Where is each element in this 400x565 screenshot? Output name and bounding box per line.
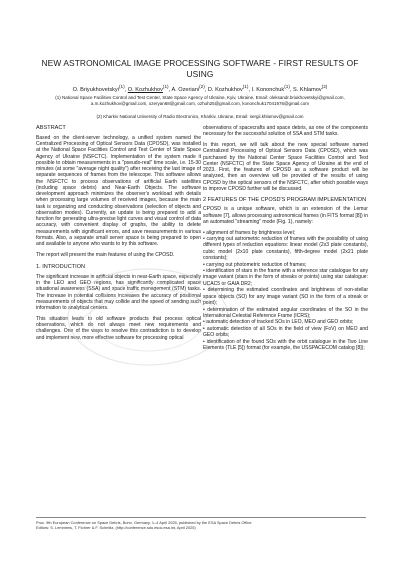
author-name-presenting: O. Kozhukhov — [127, 86, 163, 93]
author-list — [20, 83, 380, 94]
author-name: O. Briyukhovetskyi — [72, 86, 119, 93]
footer-proceedings-line: Proc. 9th European Conference on Space Debris, Bonn, Germany, 1–4 April 2025, published by the ESA Space Debris Office — [36, 520, 252, 525]
affiliation-2: (2) Kharkiv National University of Radio Electronics, Kharkiv, Ukraine, Email: sergii.khlamov@gmail.com — [96, 114, 304, 119]
right-column — [203, 125, 368, 352]
list-item: • identification of stars in the frame with a reference star catalogue for any image variant (stars in the form of streaks or points) using star catalogue: UCAC5 or GAIA DR2; — [203, 268, 368, 287]
affiliation-1: (1) National Space Facilities Control and Test Center, State Space Agency of Ukraine, Kyiv, Ukraine, Email: oleksandr.briukhovetskyi@gmail.com, a.m.kozhukhov@gmail.com, ozeryan68@gmail.com, ozhuh25@gmail.com, kononchuk17041976@gmail.com — [55, 95, 345, 106]
footer-divider — [36, 517, 366, 518]
footer-editors-line: Editors: S. Lemmens, T. Flohrer & F. Schmitz, (http://conference.sdo.esoc.esa.int, April 2025) — [36, 525, 196, 531]
abstract-paragraph: The report will present the main features of using the CPOSD. — [36, 251, 175, 258]
body-paragraph: observations of spacecrafts and space debris, as one of the components necessary for the successful solution of SSA and STM tasks. — [203, 125, 368, 138]
body-paragraph: The significant increase in artificial objects in near-Earth space, especially in the LEO and GEO regions, has significantly complicated space situational awareness (SSA) and space traffic management (STM) tasks. The increase in potential collisions increases the accuracy of positional measurements of objects that may collide and the speed of sending such information to analytical centers. — [36, 273, 201, 312]
section-heading-introduction: 1. INTRODUCTION — [36, 264, 86, 271]
author-separator: , — [248, 86, 252, 93]
feature-list — [203, 230, 368, 352]
author-affiliation-mark: (1) — [284, 84, 290, 89]
body-paragraph: CPOSD is a unique software, which is an extension of the Lemur software [7], allows processing astronomical frames (in FITS format [8]) in an automated "streaming" mode (Fig. 1), namely: — [203, 206, 368, 225]
body-paragraph: In this report, we will talk about the new special software named Centralized Processing of Optical Sensors Data (CPOSD), which was purchased by the National Center Space Facilities Control and Test Center (NSFCTC) of the State Space Agency of Ukraine at the end of 2023. First, the features of CPOSD as a software product will be analyzed, then an overview will be provided of the results of using CPOSD by the optical sensors of the NSFCTC, after which possible ways to improve CPOSD further will be discussed. — [203, 142, 368, 192]
list-item: • determination of the estimated angular coordinates of the SO in the International Celestial Reference Frame (ICRS); — [203, 306, 368, 319]
author-affiliation-mark: (1) — [162, 84, 169, 89]
author-name: D. Kozhukhov — [207, 86, 243, 93]
section-heading-features: 2 FEATURES OF THE CPOSD'S PROGRAM IMPLEMENTATION — [203, 196, 367, 203]
list-item: • determining the estimated coordinates and brightness of non-stellar space objects (SO) for any image variant (SO in the form of a streak or point); — [203, 287, 368, 306]
author-separator: , — [289, 86, 294, 93]
abstract-heading: ABSTRACT — [36, 125, 66, 131]
author-separator: , — [124, 86, 128, 93]
list-item: • carrying out photometric reduction of frames; — [203, 261, 307, 268]
author-affiliation-mark: (1) — [118, 84, 125, 89]
author-affiliation-mark: (2) — [321, 84, 328, 89]
list-item: • carrying out astrometric reduction of frames with the possibility of using different types of reduction equations: linear model (2x3 plate constants), cubic model (2x10 plate constants), fifth-degree model (2x21 plate constants); — [203, 236, 368, 261]
footer — [36, 520, 366, 530]
abstract-paragraph: Based on the client-server technology, a unified system named the Centralized Processing of Optical Sensors Data (CPOSD), was installed at the National Space Facilities Control and Test Center of State Space Agency of Ukraine (NSFCTC). Implementation of the system made it possible to obtain measurements in a "pseudo-real" time scale, i.e. 15-30 minutes (at some "average night quality") after receiving the last image of separate sequences of frames from the telescope. This software allows the NSFCTC to process observations of artificial Earth satellites (including space debris) and Near-Earth Objects. The software development approach minimizes the observer's workload with details when processing large volumes of received images, because the main task is organizing and conducting observations (selection of objects and observation modes). Currently, an update is being prepared to add a function for generating ultra-precise light curves and visual control of data accuracy, with convenient display of graphs, the ability to delete measurements with significant errors, and save measurements in various formats. Also, a separate small server space is being prepared to open and available to anyone who wants to try this software. — [36, 134, 201, 248]
author-name: S. Khlamov — [293, 86, 322, 93]
author-separator: , — [168, 86, 172, 93]
list-item: • alignment of frames by brightness level; — [203, 229, 296, 236]
paper-title: NEW ASTRONOMICAL IMAGE PROCESSING SOFTWARE - FIRST RESULTS OF USING — [41, 58, 359, 79]
list-item: • automatic detection of tracked SOs in LEO, MEO and GEO orbits; — [203, 319, 354, 326]
author-affiliation-mark: (2) — [199, 84, 205, 89]
author-separator: , — [204, 86, 208, 93]
left-column — [36, 125, 201, 345]
author-affiliation-mark: (1) — [242, 84, 249, 89]
author-name: A. Ozeriani — [171, 86, 200, 93]
list-item: • identification of the found SOs with the orbit catalogue in the Two Line Elements (TLE [5]) format (for example, the USSPACECOM catalog [8]); — [203, 338, 368, 352]
list-item: • automatic detection of all SOs in the field of view (FoV) on MEO and GEO orbits; — [203, 326, 368, 339]
body-paragraph: This situation leads to old software products that process optical observations, which do not always meet new requirements and challenges. One of the ways to resolve this contradiction is to develop and implement new, more effective software for processing optical — [36, 315, 201, 341]
author-name: I. Kononchuk — [251, 86, 285, 93]
